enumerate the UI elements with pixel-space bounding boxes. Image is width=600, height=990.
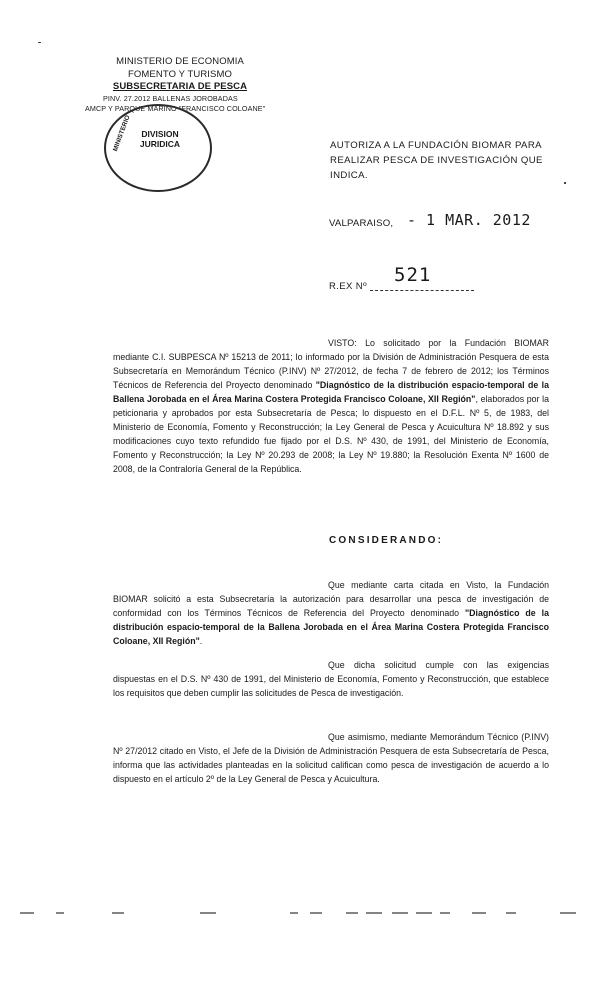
scan-mark <box>38 42 41 43</box>
considerando-3: Que asimismo, mediante Memorándum Técnico (P.INV) Nº 27/2012 citado en Visto, el Jefe de la División de Administración Pesquera de esta Subsecretaría de Pesca, informa que las actividades planteadas en la solicitud califican como pesca de investigación de acuerdo a lo dispuesto en el artículo 2º de la Ley General de Pesca y Acuicultura. <box>113 732 549 784</box>
considerando-1 <box>113 578 549 648</box>
scan-mark <box>564 182 566 184</box>
resolution-label: R.EX Nº <box>329 281 367 292</box>
visto-text-1: VISTO: Lo solicitado por la Fundación BIOMAR mediante C.I. SUBPESCA Nº 15213 de 2011; lo informado por la División de Administración Pesquera de esta Subsecretaría en Memorándum Técnico (P.INV) Nº 27/2012, de fecha 7 de febrero de 2012; los Términos Técnicos de Referencia del Proyecto denominado <box>113 338 549 390</box>
resolution-subject <box>330 138 560 183</box>
letterhead-reference-2: AMCP Y PARQUE MARINO "FRANCISCO COLOANE" <box>85 103 266 113</box>
letterhead-ministry-2: FOMENTO Y TURISMO <box>128 68 232 80</box>
stamp-line-1: DIVISION <box>141 129 179 139</box>
considerando-2: Que dicha solicitud cumple con las exigencias dispuestas en el D.S. Nº 430 de 1991, del Ministerio de Economía, Fomento y Reconstrucción, que establece los requisitos que deben cumplir las solicitudes de Pesca de investigación. <box>113 660 549 698</box>
resolution-number-line <box>370 290 474 291</box>
letterhead-reference: PINV. 27.2012 BALLENAS JOROBADAS <box>103 93 238 103</box>
visto-text-2: , elaborados por la peticionaria y aprobados por esta Subsecretaría de Pesca; lo dispuesto en el D.F.L. Nº 5, de 1983, del Ministerio de Economía, Fomento y Reconstrucción; la Ley General de Pesca y Acuicultura Nº 18.892 y sus modificaciones cuyo texto refundido fue fijado por el D.S. Nº 430, de 1991, del Ministerio de Economía, Fomento y Reconstrucción; la Ley Nº 20.293 de 2008; la Ley Nº 19.880; la Resolución Exenta Nº 1600 de 2008, de la Contraloría General de la República. <box>113 394 549 474</box>
subject-line-1: AUTORIZA A LA FUNDACIÓN BIOMAR PARA <box>330 140 542 151</box>
considerando-1-end: . <box>199 636 203 646</box>
letterhead-subsecretaria: SUBSECRETARIA DE PESCA <box>112 81 248 92</box>
letterhead <box>85 56 275 114</box>
visto-project-title: "Diagnóstico de la distribución espacio-temporal de la Ballena Jorobada en el Área Marina Costera Protegida Francisco Coloane, XII Región" <box>113 380 549 404</box>
resolution-number: 521 <box>394 264 432 286</box>
date-stamp: - 1 MAR. 2012 <box>407 211 531 229</box>
subject-line-2: REALIZAR PESCA DE INVESTIGACIÓN QUE INDICA. <box>330 155 543 181</box>
page-break-dashes <box>20 912 580 914</box>
stamp-ring-text: MINISTERIO <box>112 114 132 153</box>
letterhead-ministry: MINISTERIO DE ECONOMIA <box>116 56 244 67</box>
visto-paragraph <box>113 336 549 476</box>
stamp-center-text <box>132 129 188 149</box>
stamp-line-2: JURIDICA <box>139 139 181 149</box>
considerando-1-text: Que mediante carta citada en Visto, la Fundación BIOMAR solicitó a esta Subsecretaría la autorización para desarrollar una pesca de investigación de conformidad con los Términos Técnicos de Referencia del Proyecto denominado <box>113 580 549 618</box>
place: VALPARAISO, <box>329 218 394 229</box>
considerando-heading: CONSIDERANDO: <box>329 535 444 546</box>
considerando-1-project-title: "Diagnóstico de la distribución espacio-temporal de la Ballena Jorobada en el Área Marina Costera Protegida Francisco Coloane, XII Región" <box>113 608 549 646</box>
